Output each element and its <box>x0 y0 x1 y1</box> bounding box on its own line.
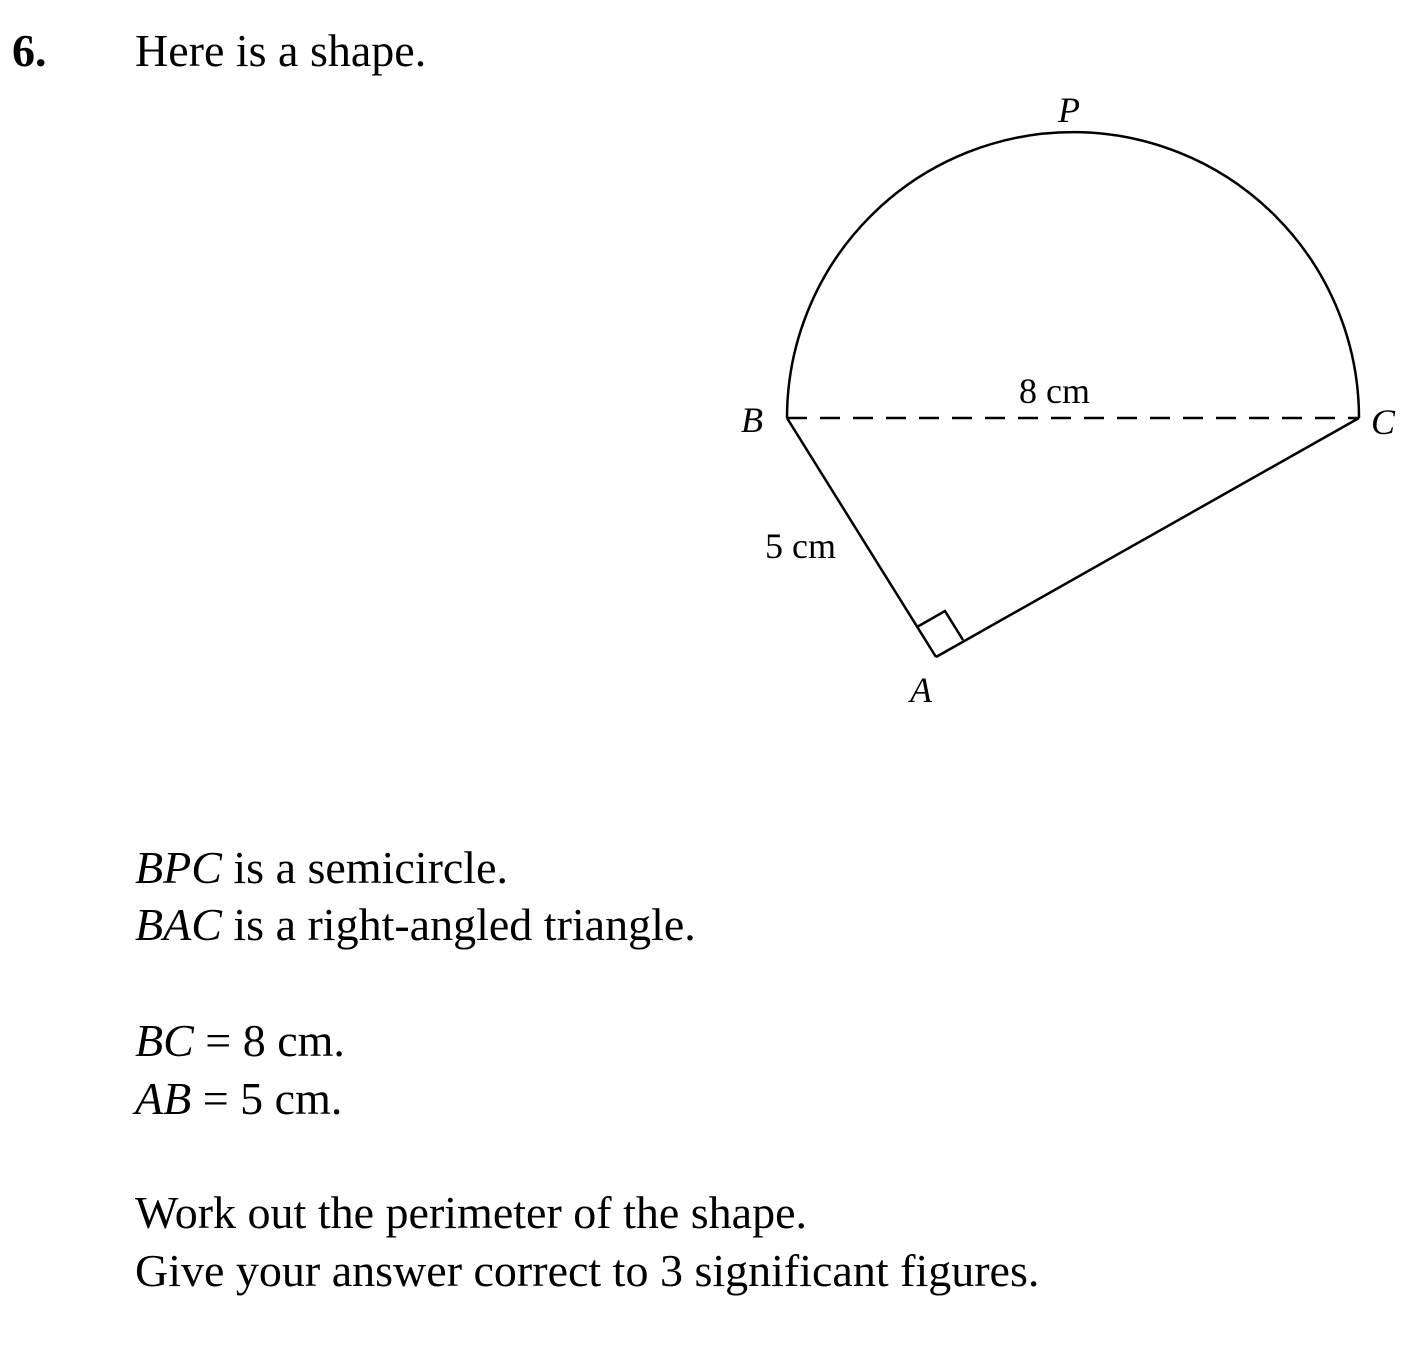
question-number: 6. <box>12 25 47 76</box>
statement-triangle <box>135 899 696 950</box>
point-label-b: B <box>741 400 763 440</box>
statement-semicircle-text: is a semicircle. <box>221 842 508 893</box>
statement-bc-var: BC <box>135 1015 194 1066</box>
point-label-c: C <box>1371 402 1396 442</box>
statement-triangle-var: BAC <box>135 899 222 950</box>
statement-ab-text: = 5 cm. <box>191 1073 343 1124</box>
statement-semicircle-var: BPC <box>135 842 222 893</box>
statement-ab-length <box>135 1073 343 1124</box>
point-label-a: A <box>910 670 932 710</box>
point-label-p: P <box>1058 90 1080 130</box>
statement-ab-var: AB <box>135 1073 192 1124</box>
side-ac <box>936 418 1359 657</box>
statement-bc-length <box>135 1015 345 1066</box>
statement-bc-text: = 8 cm. <box>193 1015 345 1066</box>
instruction-perimeter: Work out the perimeter of the shape. <box>135 1187 808 1238</box>
length-label-bc: 8 cm <box>1019 371 1090 411</box>
statement-triangle-text: is a right-angled triangle. <box>221 899 696 950</box>
statement-semicircle <box>135 842 508 893</box>
question-intro: Here is a shape. <box>135 25 427 76</box>
instruction-sig-figs: Give your answer correct to 3 significant figures. <box>135 1245 1040 1296</box>
length-label-ab: 5 cm <box>765 526 836 566</box>
